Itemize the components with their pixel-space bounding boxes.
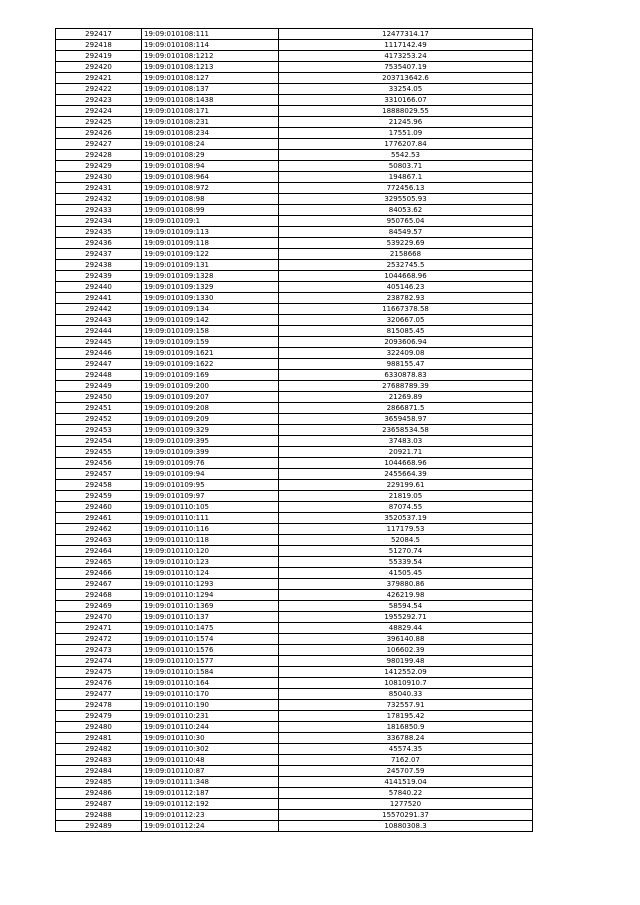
row-number-cell: 292456 <box>56 458 142 469</box>
table-row <box>56 590 533 601</box>
cadastral-number-cell: 19:09:010110:244 <box>142 722 279 733</box>
cadastral-number-cell: 19:09:010108:94 <box>142 161 279 172</box>
cadastral-number-cell: 19:09:010109:200 <box>142 381 279 392</box>
table-row <box>56 150 533 161</box>
cadastral-number-cell: 19:09:010110:1577 <box>142 656 279 667</box>
table-row <box>56 524 533 535</box>
row-number-cell: 292420 <box>56 62 142 73</box>
value-cell: 17551.09 <box>279 128 533 139</box>
table-row <box>56 788 533 799</box>
row-number-cell: 292486 <box>56 788 142 799</box>
row-number-cell: 292471 <box>56 623 142 634</box>
cadastral-number-cell: 19:09:010110:124 <box>142 568 279 579</box>
value-cell: 84053.62 <box>279 205 533 216</box>
table-row <box>56 293 533 304</box>
table-row <box>56 95 533 106</box>
table-row <box>56 546 533 557</box>
row-number-cell: 292417 <box>56 29 142 40</box>
cadastral-number-cell: 19:09:010108:114 <box>142 40 279 51</box>
table-row <box>56 282 533 293</box>
cadastral-number-cell: 19:09:010109:95 <box>142 480 279 491</box>
cadastral-number-cell: 19:09:010109:97 <box>142 491 279 502</box>
table-row <box>56 84 533 95</box>
value-cell: 2866871.5 <box>279 403 533 414</box>
value-cell: 732557.91 <box>279 700 533 711</box>
row-number-cell: 292452 <box>56 414 142 425</box>
table-row <box>56 557 533 568</box>
value-cell: 245707.59 <box>279 766 533 777</box>
cadastral-number-cell: 19:09:010109:395 <box>142 436 279 447</box>
value-cell: 4173253.24 <box>279 51 533 62</box>
value-cell: 988155.47 <box>279 359 533 370</box>
cadastral-number-cell: 19:09:010110:231 <box>142 711 279 722</box>
cadastral-number-cell: 19:09:010109:159 <box>142 337 279 348</box>
cadastral-number-cell: 19:09:010108:24 <box>142 139 279 150</box>
table-row <box>56 183 533 194</box>
table-row <box>56 513 533 524</box>
cadastral-number-cell: 19:09:010110:116 <box>142 524 279 535</box>
cadastral-number-cell: 19:09:010110:1576 <box>142 645 279 656</box>
row-number-cell: 292467 <box>56 579 142 590</box>
table-row <box>56 810 533 821</box>
value-cell: 27688789.39 <box>279 381 533 392</box>
cadastral-number-cell: 19:09:010110:111 <box>142 513 279 524</box>
value-cell: 1044668.96 <box>279 271 533 282</box>
value-cell: 322409.08 <box>279 348 533 359</box>
row-number-cell: 292460 <box>56 502 142 513</box>
row-number-cell: 292468 <box>56 590 142 601</box>
table-row <box>56 381 533 392</box>
table-row <box>56 73 533 84</box>
cadastral-number-cell: 19:09:010110:190 <box>142 700 279 711</box>
value-cell: 2158668 <box>279 249 533 260</box>
table-row <box>56 755 533 766</box>
row-number-cell: 292425 <box>56 117 142 128</box>
table-row <box>56 623 533 634</box>
value-cell: 50803.71 <box>279 161 533 172</box>
row-number-cell: 292447 <box>56 359 142 370</box>
cadastral-number-cell: 19:09:010109:169 <box>142 370 279 381</box>
value-cell: 21245.96 <box>279 117 533 128</box>
row-number-cell: 292422 <box>56 84 142 95</box>
cadastral-number-cell: 19:09:010110:105 <box>142 502 279 513</box>
cadastral-number-cell: 19:09:010108:171 <box>142 106 279 117</box>
cadastral-number-cell: 19:09:010110:123 <box>142 557 279 568</box>
cadastral-number-cell: 19:09:010112:187 <box>142 788 279 799</box>
row-number-cell: 292445 <box>56 337 142 348</box>
value-cell: 48829.44 <box>279 623 533 634</box>
table-row <box>56 601 533 612</box>
row-number-cell: 292423 <box>56 95 142 106</box>
value-cell: 379880.86 <box>279 579 533 590</box>
row-number-cell: 292461 <box>56 513 142 524</box>
cadastral-number-cell: 19:09:010110:48 <box>142 755 279 766</box>
table-row <box>56 326 533 337</box>
row-number-cell: 292439 <box>56 271 142 282</box>
value-cell: 238782.93 <box>279 293 533 304</box>
table-row <box>56 106 533 117</box>
cadastral-number-cell: 19:09:010110:118 <box>142 535 279 546</box>
cadastral-number-cell: 19:09:010108:231 <box>142 117 279 128</box>
row-number-cell: 292480 <box>56 722 142 733</box>
table-row <box>56 667 533 678</box>
row-number-cell: 292477 <box>56 689 142 700</box>
table-row <box>56 425 533 436</box>
value-cell: 52084.5 <box>279 535 533 546</box>
table-row <box>56 172 533 183</box>
row-number-cell: 292479 <box>56 711 142 722</box>
row-number-cell: 292444 <box>56 326 142 337</box>
row-number-cell: 292484 <box>56 766 142 777</box>
row-number-cell: 292431 <box>56 183 142 194</box>
row-number-cell: 292482 <box>56 744 142 755</box>
row-number-cell: 292476 <box>56 678 142 689</box>
value-cell: 5542.53 <box>279 150 533 161</box>
cadastral-number-cell: 19:09:010108:1213 <box>142 62 279 73</box>
cadastral-number-cell: 19:09:010109:329 <box>142 425 279 436</box>
value-cell: 815085.45 <box>279 326 533 337</box>
row-number-cell: 292433 <box>56 205 142 216</box>
cadastral-number-cell: 19:09:010110:170 <box>142 689 279 700</box>
row-number-cell: 292489 <box>56 821 142 832</box>
cadastral-number-cell: 19:09:010108:98 <box>142 194 279 205</box>
value-cell: 21269.89 <box>279 392 533 403</box>
table-row <box>56 821 533 832</box>
cadastral-number-cell: 19:09:010110:87 <box>142 766 279 777</box>
cadastral-number-cell: 19:09:010109:142 <box>142 315 279 326</box>
value-cell: 12477314.17 <box>279 29 533 40</box>
row-number-cell: 292483 <box>56 755 142 766</box>
cadastral-number-cell: 19:09:010108:234 <box>142 128 279 139</box>
cadastral-number-cell: 19:09:010108:99 <box>142 205 279 216</box>
cadastral-number-cell: 19:09:010110:137 <box>142 612 279 623</box>
row-number-cell: 292435 <box>56 227 142 238</box>
value-cell: 1412552.09 <box>279 667 533 678</box>
value-cell: 21819.05 <box>279 491 533 502</box>
cadastral-number-cell: 19:09:010109:399 <box>142 447 279 458</box>
value-cell: 15570291.37 <box>279 810 533 821</box>
cadastral-number-cell: 19:09:010108:1438 <box>142 95 279 106</box>
value-cell: 194867.1 <box>279 172 533 183</box>
row-number-cell: 292454 <box>56 436 142 447</box>
value-cell: 396140.88 <box>279 634 533 645</box>
row-number-cell: 292472 <box>56 634 142 645</box>
table-row <box>56 359 533 370</box>
row-number-cell: 292428 <box>56 150 142 161</box>
table-row <box>56 414 533 425</box>
row-number-cell: 292485 <box>56 777 142 788</box>
value-cell: 1816850.9 <box>279 722 533 733</box>
table-row <box>56 612 533 623</box>
table-row <box>56 502 533 513</box>
cadastral-number-cell: 19:09:010109:113 <box>142 227 279 238</box>
table-row <box>56 568 533 579</box>
row-number-cell: 292450 <box>56 392 142 403</box>
table-row <box>56 777 533 788</box>
table-row <box>56 656 533 667</box>
cadastral-number-cell: 19:09:010108:29 <box>142 150 279 161</box>
value-cell: 55339.54 <box>279 557 533 568</box>
row-number-cell: 292438 <box>56 260 142 271</box>
table-row <box>56 711 533 722</box>
cadastral-number-cell: 19:09:010110:120 <box>142 546 279 557</box>
row-number-cell: 292463 <box>56 535 142 546</box>
cadastral-number-cell: 19:09:010108:972 <box>142 183 279 194</box>
cadastral-number-cell: 19:09:010109:134 <box>142 304 279 315</box>
row-number-cell: 292455 <box>56 447 142 458</box>
row-number-cell: 292469 <box>56 601 142 612</box>
table-row <box>56 634 533 645</box>
cadastral-number-cell: 19:09:010108:1212 <box>142 51 279 62</box>
row-number-cell: 292473 <box>56 645 142 656</box>
table-row <box>56 579 533 590</box>
table-row <box>56 799 533 810</box>
row-number-cell: 292446 <box>56 348 142 359</box>
cadastral-number-cell: 19:09:010110:30 <box>142 733 279 744</box>
cadastral-number-cell: 19:09:010112:23 <box>142 810 279 821</box>
value-cell: 405146.23 <box>279 282 533 293</box>
value-cell: 10810910.7 <box>279 678 533 689</box>
value-cell: 3520537.19 <box>279 513 533 524</box>
cadastral-number-cell: 19:09:010109:208 <box>142 403 279 414</box>
cadastral-number-cell: 19:09:010109:207 <box>142 392 279 403</box>
cadastral-number-cell: 19:09:010109:158 <box>142 326 279 337</box>
table-row <box>56 249 533 260</box>
cadastral-number-cell: 19:09:010109:122 <box>142 249 279 260</box>
value-cell: 1044668.96 <box>279 458 533 469</box>
cadastral-number-cell: 19:09:010110:1293 <box>142 579 279 590</box>
value-cell: 203713642.6 <box>279 73 533 84</box>
table-row <box>56 238 533 249</box>
value-cell: 58594.54 <box>279 601 533 612</box>
value-cell: 1117142.49 <box>279 40 533 51</box>
value-cell: 37483.03 <box>279 436 533 447</box>
cadastral-number-cell: 19:09:010109:1621 <box>142 348 279 359</box>
row-number-cell: 292441 <box>56 293 142 304</box>
cadastral-number-cell: 19:09:010109:1328 <box>142 271 279 282</box>
value-cell: 84549.57 <box>279 227 533 238</box>
table-row <box>56 194 533 205</box>
row-number-cell: 292437 <box>56 249 142 260</box>
table-row <box>56 535 533 546</box>
table-row <box>56 161 533 172</box>
value-cell: 4141519.04 <box>279 777 533 788</box>
cadastral-number-cell: 19:09:010112:24 <box>142 821 279 832</box>
row-number-cell: 292426 <box>56 128 142 139</box>
row-number-cell: 292442 <box>56 304 142 315</box>
cadastral-number-cell: 19:09:010111:348 <box>142 777 279 788</box>
value-cell: 57840.22 <box>279 788 533 799</box>
row-number-cell: 292478 <box>56 700 142 711</box>
value-cell: 45574.35 <box>279 744 533 755</box>
table-row <box>56 733 533 744</box>
cadastral-number-cell: 19:09:010109:209 <box>142 414 279 425</box>
table-row <box>56 678 533 689</box>
cadastral-number-cell: 19:09:010109:94 <box>142 469 279 480</box>
row-number-cell: 292443 <box>56 315 142 326</box>
value-cell: 539229.69 <box>279 238 533 249</box>
value-cell: 178195.42 <box>279 711 533 722</box>
cadastral-number-cell: 19:09:010108:127 <box>142 73 279 84</box>
cadastral-number-cell: 19:09:010109:1 <box>142 216 279 227</box>
row-number-cell: 292440 <box>56 282 142 293</box>
table-row <box>56 469 533 480</box>
cadastral-number-cell: 19:09:010109:1330 <box>142 293 279 304</box>
table-row <box>56 315 533 326</box>
table-row <box>56 491 533 502</box>
cadastral-number-cell: 19:09:010110:164 <box>142 678 279 689</box>
row-number-cell: 292475 <box>56 667 142 678</box>
table-row <box>56 700 533 711</box>
row-number-cell: 292418 <box>56 40 142 51</box>
value-cell: 41505.45 <box>279 568 533 579</box>
row-number-cell: 292458 <box>56 480 142 491</box>
table-row <box>56 260 533 271</box>
table-row <box>56 458 533 469</box>
table-row <box>56 216 533 227</box>
row-number-cell: 292453 <box>56 425 142 436</box>
value-cell: 20921.71 <box>279 447 533 458</box>
table-row <box>56 645 533 656</box>
value-cell: 33254.05 <box>279 84 533 95</box>
row-number-cell: 292470 <box>56 612 142 623</box>
value-cell: 1955292.71 <box>279 612 533 623</box>
value-cell: 51270.74 <box>279 546 533 557</box>
value-cell: 320667.05 <box>279 315 533 326</box>
cadastral-number-cell: 19:09:010110:1369 <box>142 601 279 612</box>
table-row <box>56 271 533 282</box>
value-cell: 10880308.3 <box>279 821 533 832</box>
row-number-cell: 292427 <box>56 139 142 150</box>
table-body <box>56 29 533 832</box>
value-cell: 229199.61 <box>279 480 533 491</box>
row-number-cell: 292434 <box>56 216 142 227</box>
table-row <box>56 304 533 315</box>
table-row <box>56 128 533 139</box>
row-number-cell: 292459 <box>56 491 142 502</box>
value-cell: 117179.53 <box>279 524 533 535</box>
value-cell: 3310166.07 <box>279 95 533 106</box>
value-cell: 1277520 <box>279 799 533 810</box>
value-cell: 85040.33 <box>279 689 533 700</box>
table-row <box>56 447 533 458</box>
row-number-cell: 292451 <box>56 403 142 414</box>
table-row <box>56 205 533 216</box>
value-cell: 106602.39 <box>279 645 533 656</box>
cadastral-number-cell: 19:09:010110:302 <box>142 744 279 755</box>
value-cell: 1776207.84 <box>279 139 533 150</box>
value-cell: 6330878.83 <box>279 370 533 381</box>
table-row <box>56 766 533 777</box>
value-cell: 2532745.5 <box>279 260 533 271</box>
data-table <box>55 28 533 832</box>
row-number-cell: 292465 <box>56 557 142 568</box>
table-row <box>56 227 533 238</box>
table-row <box>56 139 533 150</box>
table-row <box>56 51 533 62</box>
table-row <box>56 392 533 403</box>
table-row <box>56 403 533 414</box>
cadastral-number-cell: 19:09:010112:192 <box>142 799 279 810</box>
cadastral-number-cell: 19:09:010110:1294 <box>142 590 279 601</box>
table-row <box>56 722 533 733</box>
cadastral-number-cell: 19:09:010110:1574 <box>142 634 279 645</box>
value-cell: 772456.13 <box>279 183 533 194</box>
row-number-cell: 292432 <box>56 194 142 205</box>
row-number-cell: 292462 <box>56 524 142 535</box>
row-number-cell: 292488 <box>56 810 142 821</box>
table-row <box>56 689 533 700</box>
value-cell: 87074.55 <box>279 502 533 513</box>
value-cell: 3295505.93 <box>279 194 533 205</box>
value-cell: 23658534.58 <box>279 425 533 436</box>
table-row <box>56 40 533 51</box>
cadastral-number-cell: 19:09:010109:76 <box>142 458 279 469</box>
value-cell: 980199.48 <box>279 656 533 667</box>
row-number-cell: 292457 <box>56 469 142 480</box>
row-number-cell: 292449 <box>56 381 142 392</box>
table-row <box>56 744 533 755</box>
cadastral-number-cell: 19:09:010110:1584 <box>142 667 279 678</box>
table-row <box>56 480 533 491</box>
cadastral-number-cell: 19:09:010110:1475 <box>142 623 279 634</box>
row-number-cell: 292419 <box>56 51 142 62</box>
cadastral-number-cell: 19:09:010108:964 <box>142 172 279 183</box>
value-cell: 950765.04 <box>279 216 533 227</box>
table-row <box>56 29 533 40</box>
row-number-cell: 292448 <box>56 370 142 381</box>
table-row <box>56 62 533 73</box>
row-number-cell: 292487 <box>56 799 142 810</box>
cadastral-number-cell: 19:09:010109:1622 <box>142 359 279 370</box>
value-cell: 7162.07 <box>279 755 533 766</box>
row-number-cell: 292481 <box>56 733 142 744</box>
cadastral-number-cell: 19:09:010109:118 <box>142 238 279 249</box>
value-cell: 2093606.94 <box>279 337 533 348</box>
row-number-cell: 292430 <box>56 172 142 183</box>
row-number-cell: 292464 <box>56 546 142 557</box>
table-row <box>56 436 533 447</box>
row-number-cell: 292429 <box>56 161 142 172</box>
table-row <box>56 337 533 348</box>
table-row <box>56 370 533 381</box>
row-number-cell: 292466 <box>56 568 142 579</box>
table-row <box>56 117 533 128</box>
row-number-cell: 292421 <box>56 73 142 84</box>
cadastral-number-cell: 19:09:010109:131 <box>142 260 279 271</box>
value-cell: 11667378.58 <box>279 304 533 315</box>
table-row <box>56 348 533 359</box>
value-cell: 3659458.97 <box>279 414 533 425</box>
cadastral-number-cell: 19:09:010108:137 <box>142 84 279 95</box>
row-number-cell: 292424 <box>56 106 142 117</box>
cadastral-number-cell: 19:09:010108:111 <box>142 29 279 40</box>
value-cell: 7535407.19 <box>279 62 533 73</box>
cadastral-number-cell: 19:09:010109:1329 <box>142 282 279 293</box>
row-number-cell: 292436 <box>56 238 142 249</box>
value-cell: 18888029.55 <box>279 106 533 117</box>
value-cell: 336788.24 <box>279 733 533 744</box>
row-number-cell: 292474 <box>56 656 142 667</box>
value-cell: 426219.98 <box>279 590 533 601</box>
value-cell: 2455664.39 <box>279 469 533 480</box>
